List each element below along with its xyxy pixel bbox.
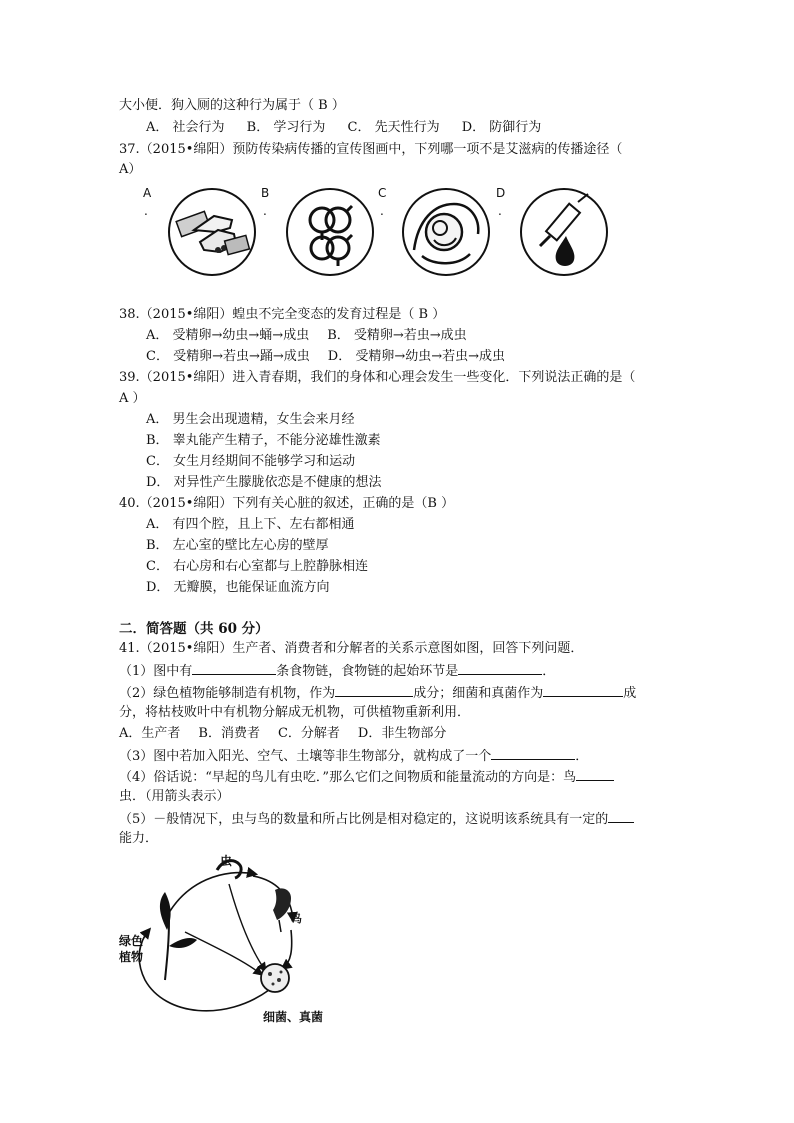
q41-part5 (119, 809, 634, 829)
q41-part1 (119, 661, 555, 681)
q41-blank-4[interactable] (543, 683, 623, 697)
q41-part4-a: （4）俗话说：“早起的鸟儿有虫吃．”那么它们之间物质和能量流动的方向是：鸟 (119, 770, 577, 785)
q37-pic-dot-b: . (263, 204, 267, 218)
q41-blank-1[interactable] (192, 661, 276, 675)
q38-option-a: A． 受精卵→幼虫→蛹→成虫 (146, 328, 310, 343)
q41-part5-line2: 能力． (119, 831, 159, 846)
q41-choice-b: B．消费者 (198, 726, 260, 741)
q41-part3-b: ． (575, 749, 589, 764)
q38-options-row2 (146, 348, 523, 366)
q37-stem-cont: A） (119, 162, 142, 177)
q36-option-c: C． 先天性行为 (347, 120, 440, 135)
label-insect: 虫 (220, 854, 233, 868)
q41-part2-a: （2）绿色植物能够制造有机物，作为 (119, 686, 336, 701)
q38-stem: 38.（2015•绵阳）蝗虫不完全变态的发育过程是（ B ） (119, 307, 446, 322)
q37-stem: 37.（2015•绵阳）预防传染病传播的宣传图画中，下列哪一项不是艾滋病的传播途径（ (119, 142, 623, 157)
q41-part4-line2: 虫．（用箭头表示） (119, 789, 230, 804)
q41-stem: 41.（2015•绵阳）生产者、消费者和分解者的关系示意图如图，回答下列问题． (119, 641, 584, 656)
q38-option-c: C． 受精卵→若虫→踊→成虫 (146, 349, 310, 364)
q38-option-b: B． 受精卵→若虫→成虫 (327, 328, 467, 343)
mother-baby-icon (402, 188, 490, 276)
q41-part1-c: ． (542, 664, 556, 679)
q41-choice-a: A．生产者 (119, 726, 181, 741)
q40-option-b: B． 左心室的壁比左心房的壁厚 (146, 538, 329, 553)
q41-part4 (119, 767, 614, 787)
q36-option-b: B． 学习行为 (246, 120, 326, 135)
q36-option-a: A． 社会行为 (146, 120, 225, 135)
q39-stem-cont: A ） (119, 391, 146, 406)
q37-pic-dot-a: . (144, 204, 148, 218)
q41-blank-6[interactable] (576, 767, 614, 781)
q40-option-a: A． 有四个腔，且上下、左右都相通 (146, 517, 355, 532)
q37-pic-label-a: A (143, 186, 152, 200)
q41-part2 (119, 683, 636, 703)
section-title: 二．简答题（共 60 分） (119, 621, 269, 637)
ecosystem-diagram (105, 850, 365, 1030)
label-bird: 鸟 (291, 912, 302, 925)
q41-choice-c: C．分解者 (277, 726, 340, 741)
q41-choices (119, 725, 464, 743)
q37-pic-label-c: C (378, 186, 387, 200)
q41-part3 (119, 746, 588, 766)
q41-part5-a: （5）－般情况下，虫与鸟的数量和所占比例是相对稳定的，这说明该系统具有一定的 (119, 812, 609, 827)
q39-option-d: D． 对异性产生朦胧依恋是不健康的想法 (146, 475, 382, 490)
label-plant-1: 绿色 (119, 934, 144, 948)
q36-stem: 大小便．狗入厕的这种行为属于（ B ） (119, 98, 345, 113)
q41-part2-b: 成分；细菌和真菌作为 (413, 686, 544, 701)
q39-option-c: C． 女生月经期间不能够学习和运动 (146, 454, 356, 469)
q40-stem: 40.（2015•绵阳）下列有关心脏的叙述，正确的是（B ） (119, 496, 455, 511)
q41-part1-b: 条食物链，食物链的起始环节是 (276, 664, 459, 679)
handshake-icon (168, 188, 256, 276)
couple-rings-icon (286, 188, 374, 276)
q36-options (146, 119, 559, 137)
q40-option-d: D． 无瓣膜，也能保证血流方向 (146, 580, 330, 595)
q41-part1-a: （1）图中有 (119, 664, 193, 679)
q37-pic-dot-d: . (498, 204, 502, 218)
q38-options-row1 (146, 327, 485, 345)
q41-blank-7[interactable] (608, 809, 634, 823)
q37-pic-label-d: D (496, 186, 506, 200)
q41-choice-d: D．非生物部分 (357, 726, 447, 741)
q41-blank-3[interactable] (335, 683, 413, 697)
syringe-blood-icon (520, 188, 608, 276)
q39-option-a: A． 男生会出现遗精，女生会来月经 (146, 412, 355, 427)
q41-blank-5[interactable] (491, 746, 575, 760)
q41-part3-a: （3）图中若加入阳光、空气、土壤等非生物部分，就构成了一个 (119, 749, 492, 764)
q37-pic-label-b: B (261, 186, 270, 200)
q38-option-d: D． 受精卵→幼虫→若虫→成虫 (327, 349, 505, 364)
q41-part2-c: 成 (623, 686, 637, 701)
q40-option-c: C． 右心房和右心室都与上腔静脉相连 (146, 559, 369, 574)
q37-pic-dot-c: . (380, 204, 384, 218)
q39-option-b: B． 睾丸能产生精子，不能分泌雄性激素 (146, 433, 381, 448)
q41-part2-line2: 分，将枯枝败叶中有机物分解成无机物，可供植物重新利用． (119, 705, 471, 720)
q36-option-d: D． 防御行为 (461, 120, 542, 135)
q39-stem: 39.（2015•绵阳）进入青春期，我们的身体和心理会发生一些变化．下列说法正确的是（ (119, 370, 636, 385)
q41-blank-2[interactable] (458, 661, 542, 675)
label-plant-2: 植物 (119, 950, 144, 964)
label-decomposer: 细菌、真菌 (263, 1010, 324, 1024)
